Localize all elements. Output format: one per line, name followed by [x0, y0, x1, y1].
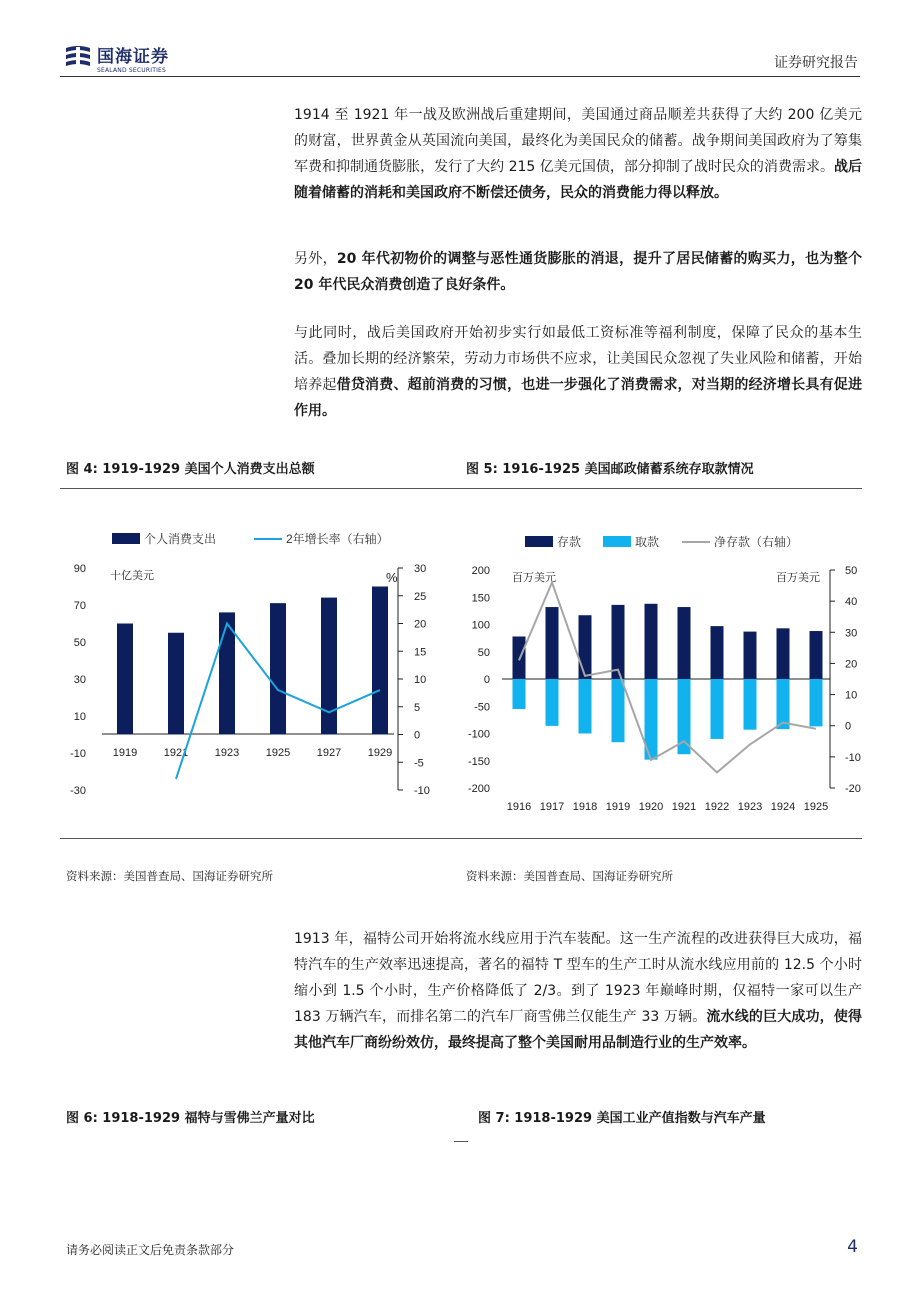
- figure-4-source: 资料来源：美国普查局、国海证券研究所: [66, 869, 273, 883]
- figure-6-title: 图 6: 1918-1929 福特与雪佛兰产量对比: [66, 1111, 315, 1126]
- chart2-right-tick-2: 30: [845, 627, 858, 640]
- chart2-right-tick-7: -20: [845, 783, 861, 795]
- chart2-withdraw-bar-1919: [612, 679, 625, 742]
- figure-5-title: 图 5: 1916-1925 美国邮政储蓄系统存取款情况: [466, 462, 754, 477]
- chart1-right-tick-3: 15: [414, 646, 427, 659]
- chart1-legend-bar-label: 个人消费支出: [144, 532, 217, 546]
- chart2-legend-net-label: 净存款（右轴）: [714, 535, 799, 549]
- chart2-x-label-1916: 1916: [506, 801, 532, 813]
- chart1-right-tick-0: 30: [414, 563, 427, 575]
- chart1-bar-1919: [117, 624, 133, 735]
- chart2-left-tick-2: 100: [471, 619, 490, 632]
- paragraph-2-emphasis: 20 年代初物价的调整与恶性通货膨胀的消退，提升了居民储蓄的购买力，也为整个 20 年代民众消费创造了良好条件。: [294, 251, 862, 293]
- chart2-left-tick-7: -150: [467, 755, 490, 768]
- chart2-legend-withdraw-label: 取款: [635, 535, 660, 549]
- chart2-deposit-bar-1922: [711, 626, 724, 679]
- report-type-label: 证券研究报告: [774, 55, 858, 71]
- chart2-withdraw-bar-1922: [711, 679, 724, 739]
- chart1-x-label-1921: 1921: [163, 747, 189, 759]
- chart1-bar-1927: [321, 598, 337, 735]
- paragraph-1-text: 1914 至 1921 年一战及欧洲战后重建期间，美国通过商品顺差共获得了大约 200 亿美元的财富，世界黄金从英国流向美国，最终化为美国民众的储蓄。战争期间美国政府为了筹集军费和抑制通货膨胀，发行了大约 215 亿美元国债，部分抑制了战时民众的消费需求。: [294, 107, 862, 175]
- figure-7-title: 图 7: 1918-1929 美国工业产值指数与汽车产量: [478, 1111, 766, 1126]
- chart2-x-label-1917: 1917: [539, 801, 565, 813]
- chart2-x-label-1922: 1922: [704, 801, 730, 813]
- figure-4-chart: [60, 520, 460, 820]
- chart2-x-label-1919: 1919: [605, 801, 631, 813]
- chart1-right-tick-4: 10: [414, 674, 427, 686]
- chart2-x-label-1921: 1921: [671, 801, 697, 813]
- chart2-withdraw-bar-1918: [579, 679, 592, 734]
- chart1-x-label-1927: 1927: [316, 747, 342, 759]
- chart2-legend-deposit-swatch: [525, 536, 553, 547]
- chart2-x-label-1925: 1925: [803, 801, 829, 813]
- paragraph-3: [294, 320, 862, 424]
- chart2-deposit-bar-1921: [678, 607, 691, 679]
- header-divider: [60, 76, 860, 77]
- chart1-left-tick-4: 10: [73, 711, 86, 723]
- chart2-right-tick-5: 0: [845, 720, 852, 733]
- chart2-withdraw-bar-1925: [810, 679, 823, 726]
- chart2-x-label-1923: 1923: [737, 801, 763, 813]
- chart2-left-tick-1: 150: [471, 592, 490, 605]
- figure-7-rule-fragment: [454, 1141, 468, 1142]
- figure-5-source: 资料来源：美国普查局、国海证券研究所: [466, 869, 673, 883]
- chart2-deposit-bar-1919: [612, 605, 625, 679]
- chart2-left-unit: 百万美元: [512, 572, 556, 584]
- chart1-right-tick-6: 0: [414, 729, 421, 742]
- chart1-right-tick-1: 25: [414, 590, 427, 603]
- figure-bottom-rule: [60, 838, 862, 839]
- logo-mark-icon: [64, 45, 92, 71]
- chart1-legend: [112, 531, 389, 546]
- chart2-withdraw-bar-1917: [546, 679, 559, 726]
- chart2-x-label-1918: 1918: [572, 801, 598, 813]
- chart2-right-tick-4: 10: [845, 689, 858, 702]
- chart1-left-unit: 十亿美元: [110, 570, 154, 582]
- chart2-right-tick-1: 40: [845, 596, 858, 609]
- chart2-left-tick-4: 0: [483, 674, 490, 686]
- chart1-right-unit: %: [386, 570, 398, 585]
- chart1-bar-1925: [270, 603, 286, 734]
- chart1-legend-bar-swatch: [112, 533, 140, 544]
- chart1-left-tick-1: 70: [73, 600, 86, 612]
- chart2-left-tick-0: 200: [471, 565, 490, 577]
- chart2-left-tick-8: -200: [467, 783, 490, 795]
- chart2-net-deposit-line: [519, 582, 816, 772]
- chart2-right-unit: 百万美元: [776, 572, 820, 584]
- chart1-x-label-1919: 1919: [112, 747, 138, 759]
- chart2-right-tick-3: 20: [845, 658, 858, 671]
- chart2-deposit-bar-1916: [513, 636, 526, 679]
- page-number: 4: [847, 1237, 858, 1257]
- paragraph-2-text: 另外，: [294, 251, 337, 267]
- chart2-legend-deposit-label: 存款: [557, 535, 582, 549]
- paragraph-1-emphasis: 战后随着储蓄的消耗和美国政府不断偿还债务，民众的消费能力得以释放。: [294, 159, 863, 201]
- chart2-withdraw-bar-1916: [513, 679, 526, 709]
- chart2-legend: [525, 534, 798, 549]
- chart2-left-tick-6: -100: [467, 728, 490, 741]
- paragraph-3-text: 与此同时，战后美国政府开始初步实行如最低工资标准等福利制度，保障了民众的基本生活。叠加长期的经济繁荣，劳动力市场供不应求，让美国民众忽视了失业风险和储蓄，开始培养起: [294, 325, 862, 393]
- chart1-right-tick-2: 20: [414, 618, 427, 631]
- chart2-deposit-bar-1923: [744, 632, 757, 679]
- chart2-x-label-1924: 1924: [770, 801, 796, 813]
- paragraph-4: [294, 926, 862, 1056]
- paragraph-3-emphasis: 借贷消费、超前消费的习惯，也进一步强化了消费需求，对当期的经济增长具有促进作用。: [294, 377, 863, 419]
- chart2-deposit-bar-1918: [579, 615, 592, 679]
- chart2-left-tick-5: -50: [474, 701, 490, 714]
- chart1-bar-1929: [372, 587, 388, 735]
- chart1-left-tick-5: -10: [70, 748, 86, 760]
- paragraph-2: [294, 246, 862, 298]
- chart1-x-label-1923: 1923: [214, 747, 240, 759]
- chart1-left-tick-3: 30: [73, 674, 86, 686]
- chart1-x-label-1929: 1929: [367, 747, 393, 759]
- chart1-bar-1921: [168, 633, 184, 735]
- chart2-deposit-bar-1920: [645, 604, 658, 679]
- figure-top-rule: [60, 488, 862, 489]
- chart1-legend-line-label: 2年增长率（右轴）: [286, 532, 389, 546]
- chart2-right-tick-6: -10: [845, 751, 861, 764]
- chart2-deposit-bar-1924: [777, 628, 790, 679]
- chart1-left-tick-0: 90: [73, 563, 86, 575]
- chart2-withdraw-bar-1923: [744, 679, 757, 730]
- figure-4-title: 图 4: 1919-1929 美国个人消费支出总额: [66, 462, 315, 477]
- paragraph-4-text: 1913 年，福特公司开始将流水线应用于汽车装配。这一生产流程的改进获得巨大成功，福特汽车的生产效率迅速提高，著名的福特 T 型车的生产工时从流水线应用前的 12.5 个小时缩小到 1.5 个小时，生产价格降低了 2/3。到了 1923 年巅峰时期，仅福特一家可以生产 183 万辆汽车，而排名第二的汽车厂商雪佛兰仅能生产 33 万辆。: [294, 931, 862, 1025]
- chart2-right-tick-0: 50: [845, 565, 858, 577]
- chart1-right-tick-7: -5: [414, 757, 424, 770]
- paragraph-4-emphasis: 流水线的巨大成功，使得其他汽车厂商纷纷效仿，最终提高了整个美国耐用品制造行业的生产效率。: [294, 1009, 862, 1051]
- chart2-deposit-bar-1917: [546, 607, 559, 679]
- logo-english-name: SEALAND SECURITIES: [97, 67, 167, 74]
- chart2-deposit-bar-1925: [810, 631, 823, 679]
- paragraph-1: [294, 102, 862, 206]
- chart2-legend-withdraw-swatch: [603, 536, 631, 547]
- footer-disclaimer: 请务必阅读正文后免责条款部分: [66, 1243, 235, 1257]
- chart1-x-label-1925: 1925: [265, 747, 291, 759]
- chart1-left-tick-2: 50: [73, 637, 86, 649]
- chart1-right-tick-5: 5: [414, 701, 421, 714]
- company-logo: [64, 42, 169, 74]
- chart2-left-tick-3: 50: [477, 646, 490, 659]
- logo-chinese-name: 国海证券: [97, 47, 169, 67]
- chart1-left-tick-6: -30: [70, 785, 86, 797]
- figure-5-chart: [462, 520, 862, 820]
- chart1-right-tick-8: -10: [414, 785, 430, 797]
- chart2-x-label-1920: 1920: [638, 801, 664, 813]
